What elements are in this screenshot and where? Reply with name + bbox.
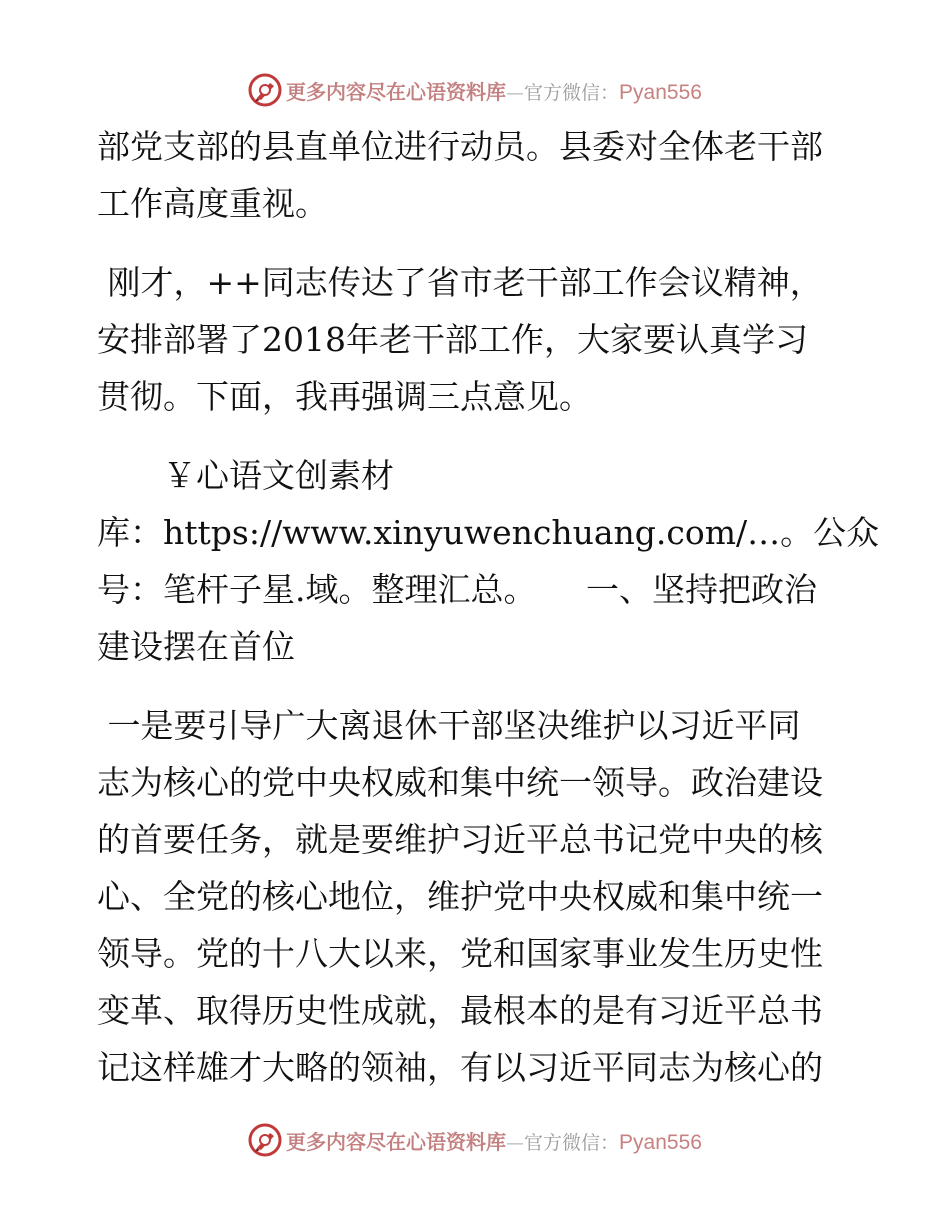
- header-banner: [0, 70, 950, 110]
- text-line: 库：https://www.xinyuwenchuang.com/…。公众: [97, 513, 880, 552]
- banner-separator: —: [506, 1132, 525, 1154]
- text-line: 变革、取得历史性成就，最根本的是有习近平总书: [97, 991, 823, 1030]
- text-line: 号：笔杆子星.域。整理汇总。 一、坚持把政治: [97, 570, 817, 609]
- banner-separator: —: [506, 82, 525, 104]
- paragraph-4: [97, 697, 857, 1096]
- paragraph-2: [97, 254, 857, 425]
- text-line: 安排部署了2018年老干部工作，大家要认真学习: [97, 320, 808, 359]
- text-line: 志为核心的党中央权威和集中统一领导。政治建设: [97, 763, 823, 802]
- document-body: [97, 118, 880, 1096]
- text-line: 工作高度重视。: [97, 184, 328, 223]
- banner-wechat-label: 官方微信：: [524, 1131, 620, 1154]
- text-line: ￥心语文创素材: [97, 456, 394, 495]
- banner-wechat-id: Pyan556: [619, 1130, 702, 1154]
- text-line: 部党支部的县直单位进行动员。县委对全体老干部: [97, 127, 823, 166]
- paragraph-3: [97, 447, 880, 675]
- paragraph-1: [97, 118, 857, 232]
- text-line: 刚才，++同志传达了省市老干部工作会议精神，: [97, 263, 823, 302]
- footer-banner: [0, 1120, 950, 1160]
- text-line: 建设摆在首位: [97, 627, 295, 666]
- banner-wechat-label: 官方微信：: [524, 81, 620, 104]
- text-line: 的首要任务，就是要维护习近平总书记党中央的核: [97, 820, 823, 859]
- text-line: 领导。党的十八大以来，党和国家事业发生历史性: [97, 934, 823, 973]
- text-line: 一是要引导广大离退休干部坚决维护以习近平同: [97, 706, 801, 745]
- pen-logo-icon: [248, 1123, 282, 1157]
- text-line: 记这样雄才大略的领袖，有以习近平同志为核心的: [97, 1048, 823, 1087]
- banner-wechat-id: Pyan556: [619, 80, 702, 104]
- text-line: 贯彻。下面，我再强调三点意见。: [97, 377, 592, 416]
- pen-logo-icon: [248, 73, 282, 107]
- banner-main-text: 更多内容尽在心语资料库: [286, 79, 507, 104]
- text-line: 心、全党的核心地位，维护党中央权威和集中统一: [97, 877, 823, 916]
- banner-main-text: 更多内容尽在心语资料库: [286, 1129, 507, 1154]
